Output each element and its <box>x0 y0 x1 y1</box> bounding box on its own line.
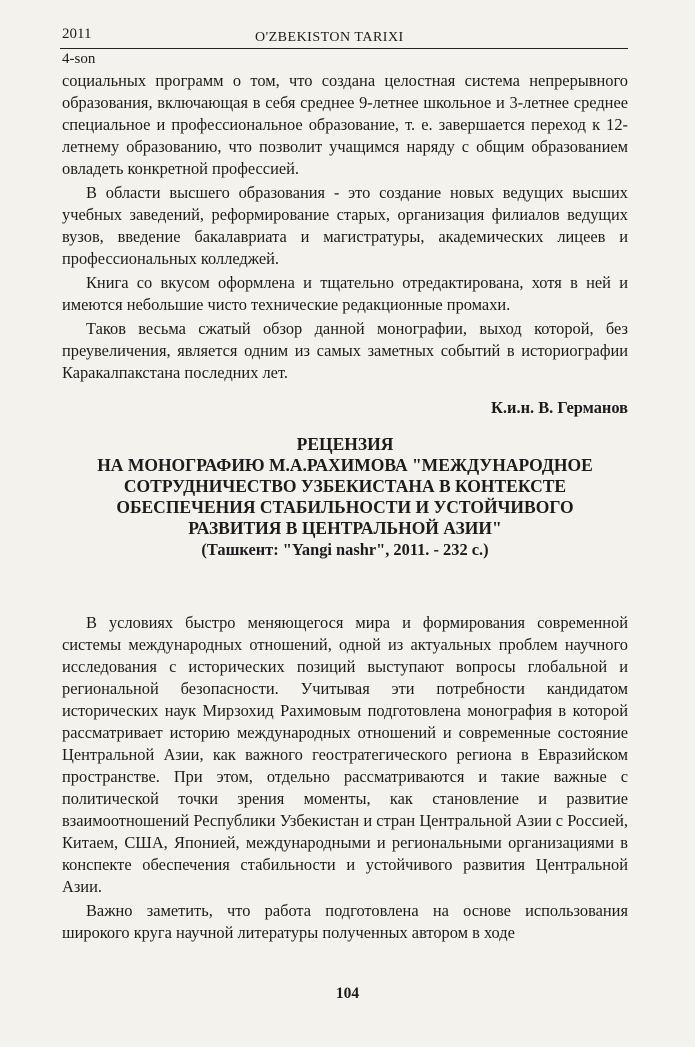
paragraph: Важно заметить, что работа подготовлена на основе использования широкого круга научной литературы полученных автором в ходе <box>62 901 628 942</box>
paragraph: Таков весьма сжатый обзор данной монографии, выход которой, без преувеличения, является одним из самых заметных событий в историографии Каракалпакстана последних лет. <box>62 319 628 382</box>
review-title-line: РАЗВИТИЯ В ЦЕНТРАЛЬНОЙ АЗИИ" <box>188 518 502 538</box>
review-body <box>62 612 628 946</box>
paragraph: В условиях быстро меняющегося мира и формирования современной системы международных отношений, одной из актуальных проблем научного исследования с исторических позиций выступают вопросы глобальной и региональной безопасности. Учитывая эти потребности кандидатом исторических наук Мирзохид Рахимовым подготовлена монография в которой рассматривает историю международных отношений и современные состояние Центральной Азии, как важного геостратегического региона в Евразийском пространстве. При этом, отдельно рассматриваются и такие важные с политической точки зрения моменты, как становление и развитие взаимоотношений Республики Узбекистан и стран Центральной Азии с Россией, Китаем, США, Японией, международными и региональными организациями в конспекте обеспечения стабильности и устойчивого развития Центральной Азии. <box>62 613 628 896</box>
header-rule <box>60 48 628 49</box>
review-title <box>62 434 628 560</box>
header-journal-title: O'ZBEKISTON TARIXI <box>255 30 404 45</box>
paragraph: Книга со вкусом оформлена и тщательно отредактирована, хотя в ней и имеются небольшие чисто технические редакционные промахи. <box>62 273 628 314</box>
author-signature: К.и.н. В. Германов <box>491 398 628 417</box>
page-number: 104 <box>335 985 360 1002</box>
review-title-line: СОТРУДНИЧЕСТВО УЗБЕКИСТАНА В КОНТЕКСТЕ <box>123 476 567 496</box>
review-subtitle: (Ташкент: "Yangi nashr", 2011. - 232 с.) <box>201 540 489 559</box>
review-title-line: ОБЕСПЕЧЕНИЯ СТАБИЛЬНОСТИ И УСТОЙЧИВОГО <box>116 497 574 517</box>
header-year: 2011 <box>62 26 92 42</box>
review-title-line: РЕЦЕНЗИЯ <box>296 434 394 454</box>
paragraph: В области высшего образования - это создание новых ведущих высших учебных заведений, реформирование старых, организация филиалов ведущих вузов, введение бакалавриата и магистратуры, академических лицеев и профессиональных колледжей. <box>62 183 628 268</box>
body-top <box>62 70 628 386</box>
review-title-line: НА МОНОГРАФИЮ М.А.РАХИМОВА "МЕЖДУНАРОДНОЕ <box>97 455 593 475</box>
header-issue: 4-son <box>62 51 96 67</box>
paragraph: социальных программ о том, что создана целостная система непрерывного образования, включающая в себя среднее 9-летнее школьное и 3-летнее среднее специальное и профессиональное образование, т. е. завершается переход к 12-летнему образованию, что позволит учащимся наряду с общим образованием овладеть конкретной профессией. <box>62 71 628 178</box>
